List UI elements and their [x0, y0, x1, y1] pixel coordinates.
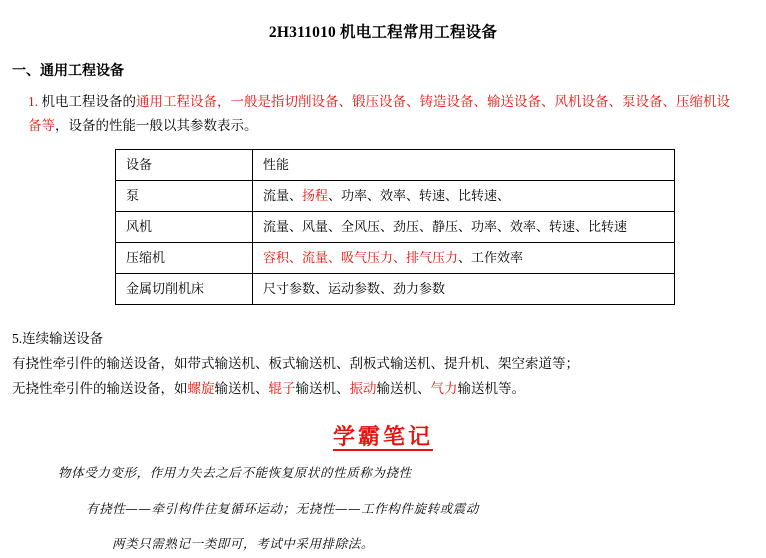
note-line-3: 两类只需熟记一类即可，考试中采用排除法。: [112, 536, 375, 552]
paragraph-general-equipment: [28, 90, 736, 137]
perf-part: 尺寸参数、运动参数、劲力参数: [263, 280, 446, 296]
perf-part-highlight: 吸气压力、排气压力: [341, 249, 459, 265]
table-row: [116, 274, 675, 305]
table-row: [116, 181, 675, 212]
line2-keyword-roller: 辊子: [268, 381, 296, 397]
paragraph-number: 1.: [28, 94, 39, 109]
table-cell-performance: [253, 181, 675, 212]
table-header-performance: 性能: [253, 150, 675, 181]
table-cell-performance: [253, 212, 675, 243]
table-row: [116, 243, 675, 274]
table-cell-equipment: 压缩机: [116, 243, 253, 274]
table-row: [116, 212, 675, 243]
paragraph-highlight: 通用工程设备: [136, 94, 217, 109]
line2-text: 输送机等。: [457, 381, 525, 397]
line2-keyword-screw: 螺旋: [187, 381, 215, 397]
document-page: [0, 20, 766, 552]
paragraph-tail: ，设备的性能一般以其参数表示。: [55, 117, 258, 133]
rigid-traction-line: [12, 377, 746, 402]
line2-text: 输送机、: [214, 381, 269, 397]
subsection-heading: 5.连续输送设备: [12, 331, 104, 347]
perf-part: 、功率、效率、转速、比转速、: [328, 187, 511, 203]
equipment-performance-table: [115, 149, 675, 305]
line2-keyword-vibration: 振动: [349, 381, 377, 397]
note-line-2: 有挠性——牵引构件往复循环运动；无挠性——工作构件旋转或震动: [86, 500, 480, 516]
section-heading: 一、通用工程设备: [12, 64, 124, 79]
perf-part: 流量、风量、全风压、劲压、静压、功率、效率、转速、比转速: [263, 218, 628, 234]
table-cell-equipment: 风机: [116, 212, 253, 243]
line2-keyword-pneumatic: 气力: [430, 381, 458, 397]
table-header-row: [116, 150, 675, 181]
table-cell-performance: [253, 243, 675, 274]
note-title: 学霸笔记: [332, 424, 433, 451]
table-cell-performance: [253, 274, 675, 305]
paragraph-mid: ，一般是指切削设备、锻压设备、铸造设备、输送设备、风机设备、泵设备、压缩机设备等: [28, 94, 730, 133]
perf-part: 流量、: [263, 187, 303, 203]
perf-part: 、工作效率: [458, 249, 524, 265]
paragraph-lead: 机电工程设备的: [41, 94, 136, 109]
table-header-equipment: 设备: [116, 150, 253, 181]
table-body: [116, 150, 675, 305]
flexible-traction-line: 有挠性牵引件的输送设备，如带式输送机、板式输送机、刮板式输送机、提升机、架空索道等；: [12, 356, 579, 372]
perf-part-highlight: 扬程: [302, 187, 329, 203]
line2-lead: 无挠性牵引件的输送设备，如: [12, 381, 188, 397]
line2-text: 输送机、: [295, 381, 350, 397]
note-line-1: 物体受力变形，作用力失去之后不能恢复原状的性质称为挠性: [58, 465, 412, 481]
page-title: 2H311010 机电工程常用工程设备: [268, 24, 498, 41]
perf-part-highlight: 容积、流量、: [263, 249, 342, 265]
line2-text: 输送机、: [376, 381, 431, 397]
table-cell-equipment: 泵: [116, 181, 253, 212]
table-cell-equipment: 金属切削机床: [116, 274, 253, 305]
